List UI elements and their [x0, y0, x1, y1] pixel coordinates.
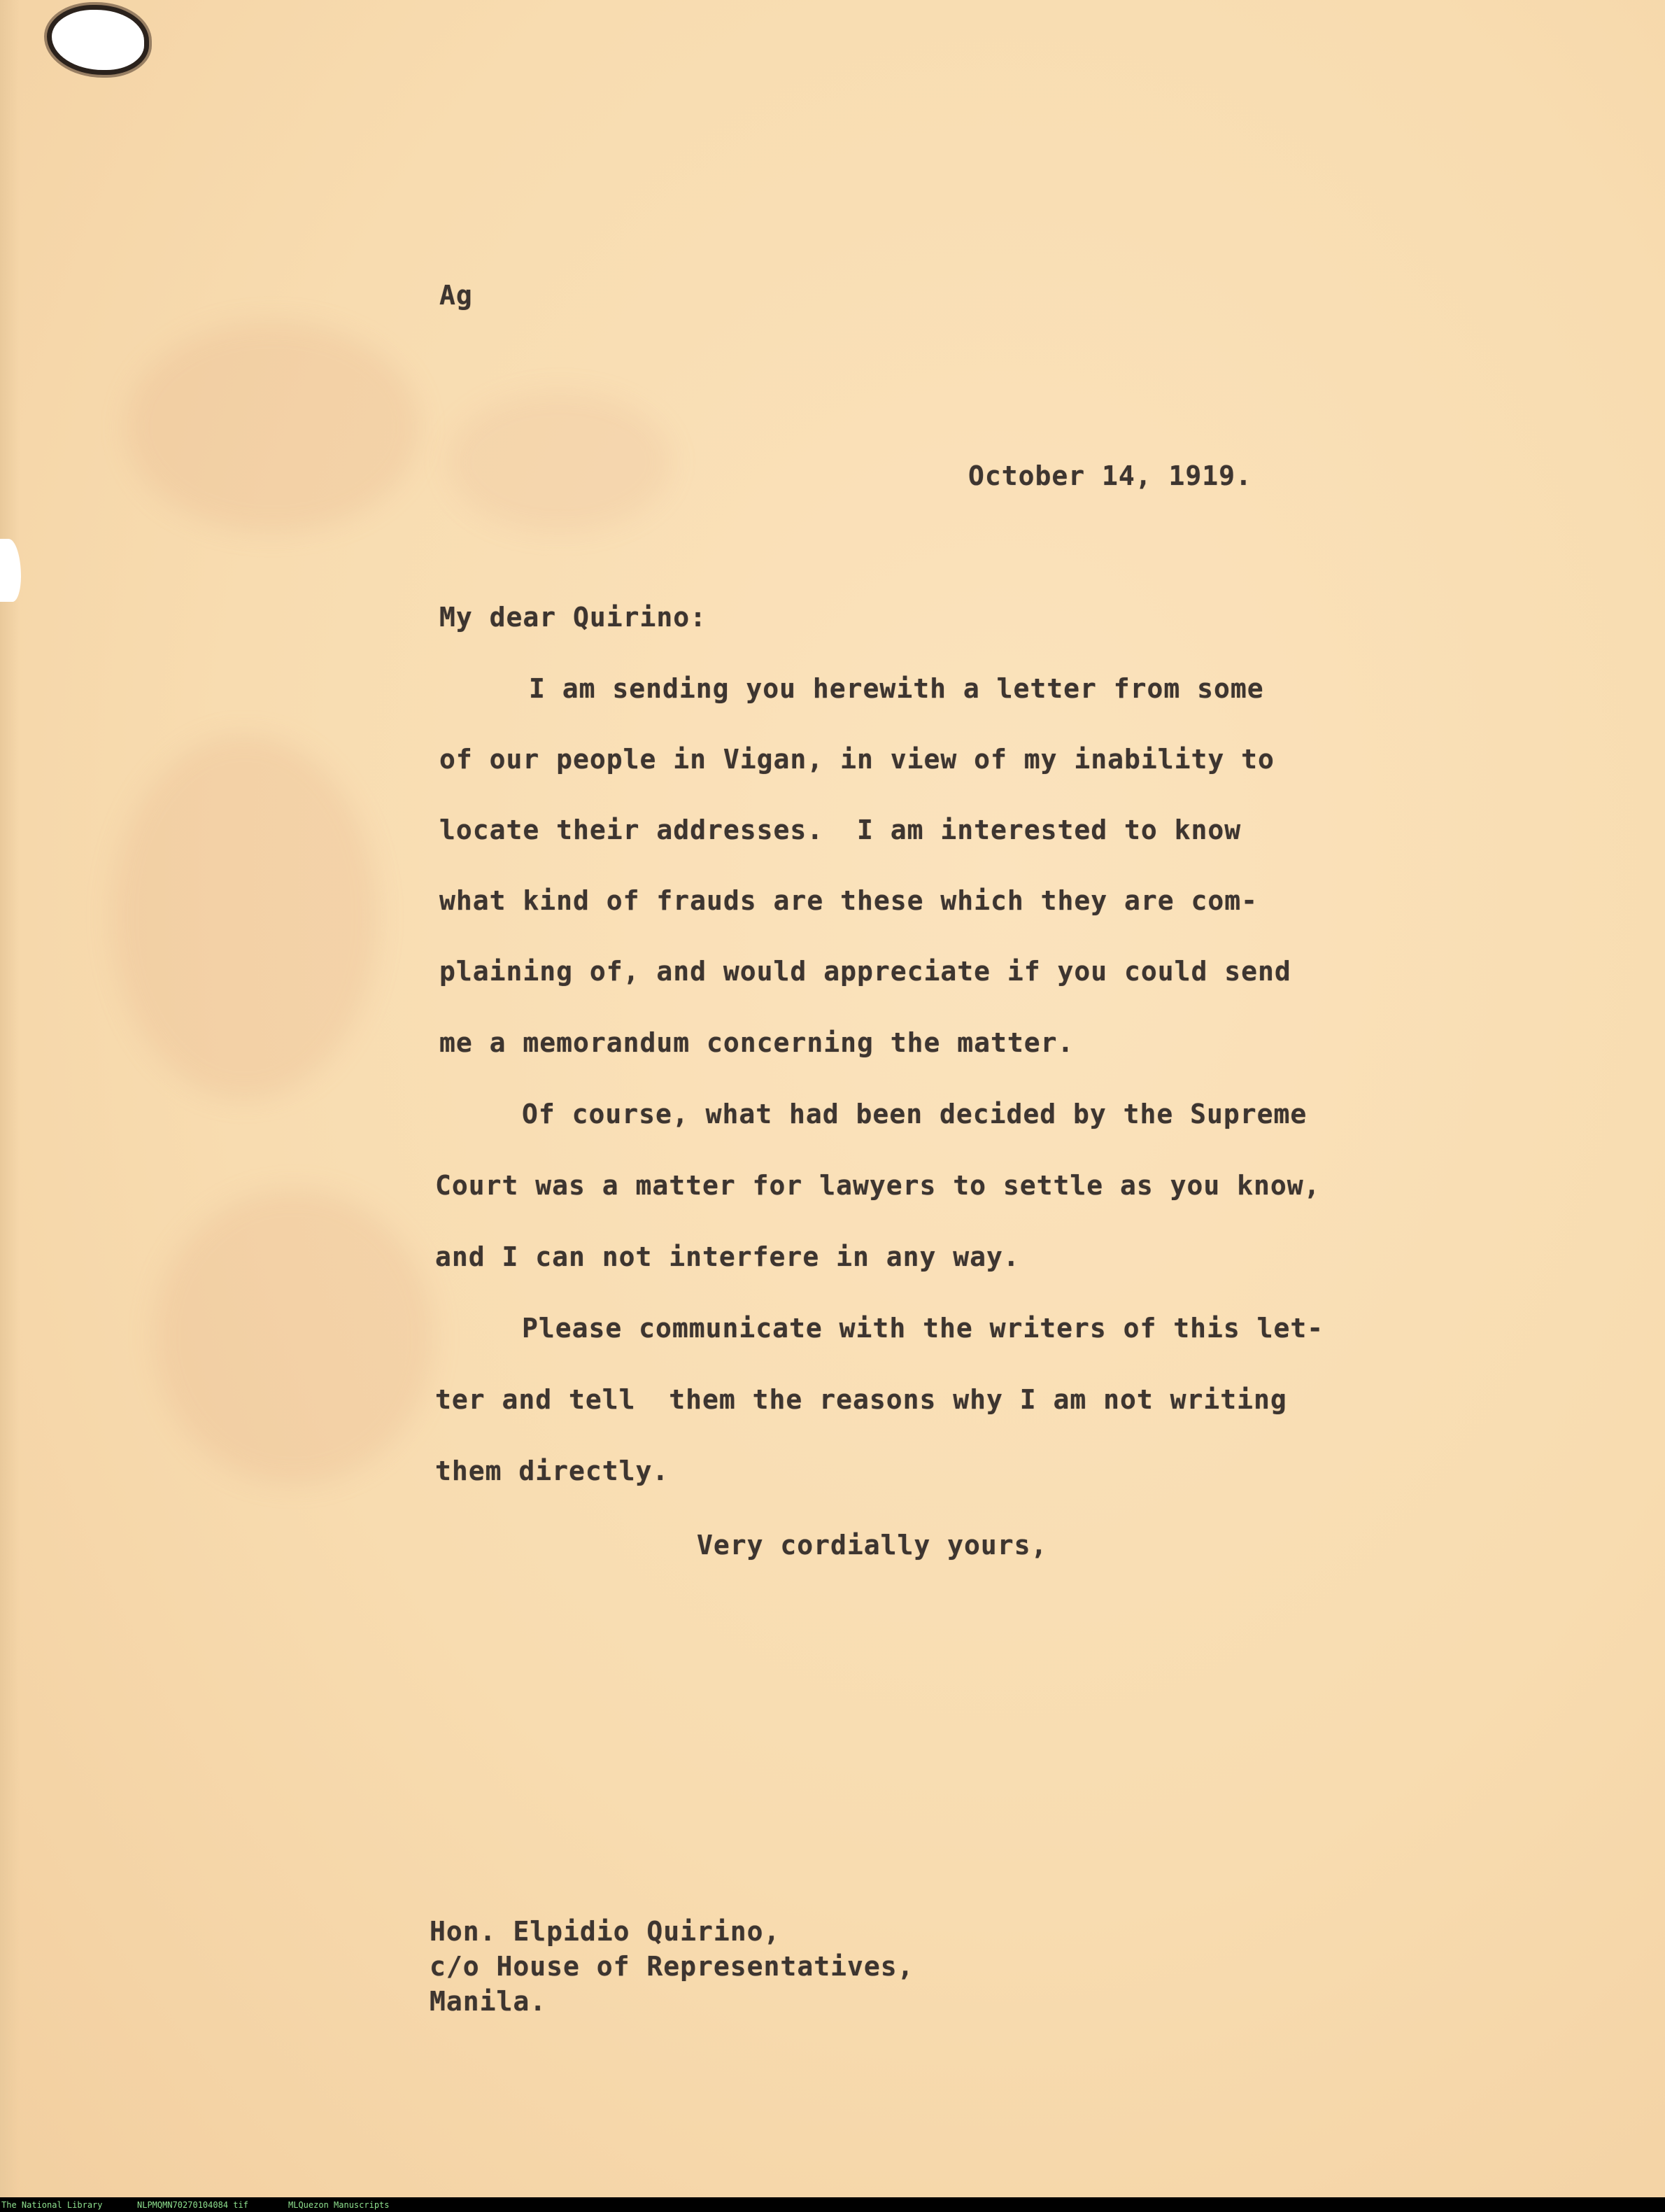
- body-line: locate their addresses. I am interested to know: [439, 815, 1242, 845]
- addressee-line: Hon. Elpidio Quirino,: [430, 1916, 781, 1947]
- footer-archive: The National Library: [1, 2200, 103, 2210]
- footer-collection: MLQuezon Manuscripts: [288, 2200, 390, 2210]
- paper-stain: [126, 322, 420, 532]
- body-line: and I can not interfere in any way.: [435, 1241, 1020, 1272]
- paper-stain: [112, 735, 378, 1099]
- paper-edge-shading: [0, 0, 20, 2197]
- letter-date: October 14, 1919.: [968, 460, 1252, 491]
- body-line: ter and tell them the reasons why I am not writing: [435, 1384, 1287, 1415]
- scan-footer-bar: [0, 2197, 1665, 2212]
- punched-hole: [52, 10, 144, 70]
- body-line: Court was a matter for lawyers to settle as you know,: [435, 1170, 1321, 1201]
- body-line: Please communicate with the writers of this let-: [522, 1313, 1324, 1344]
- body-line: I am sending you herewith a letter from some: [529, 673, 1264, 704]
- typist-initials: Ag: [439, 280, 473, 311]
- body-line: me a memorandum concerning the matter.: [439, 1027, 1075, 1058]
- paper-stain: [448, 392, 672, 532]
- footer-file-id: NLPMQMN70270104084 tif: [137, 2200, 248, 2210]
- body-line: Of course, what had been decided by the Supreme: [522, 1099, 1308, 1129]
- body-line: what kind of frauds are these which they are com-: [439, 885, 1259, 916]
- closing: Very cordially yours,: [697, 1530, 1048, 1561]
- addressee-line: Manila.: [430, 1986, 547, 2017]
- body-line: plaining of, and would appreciate if you could send: [439, 956, 1291, 987]
- body-line: of our people in Vigan, in view of my inability to: [439, 744, 1275, 775]
- paper-stain: [154, 1190, 434, 1484]
- salutation: My dear Quirino:: [439, 602, 707, 633]
- body-line: them directly.: [435, 1456, 669, 1486]
- addressee-line: c/o House of Representatives,: [430, 1951, 914, 1982]
